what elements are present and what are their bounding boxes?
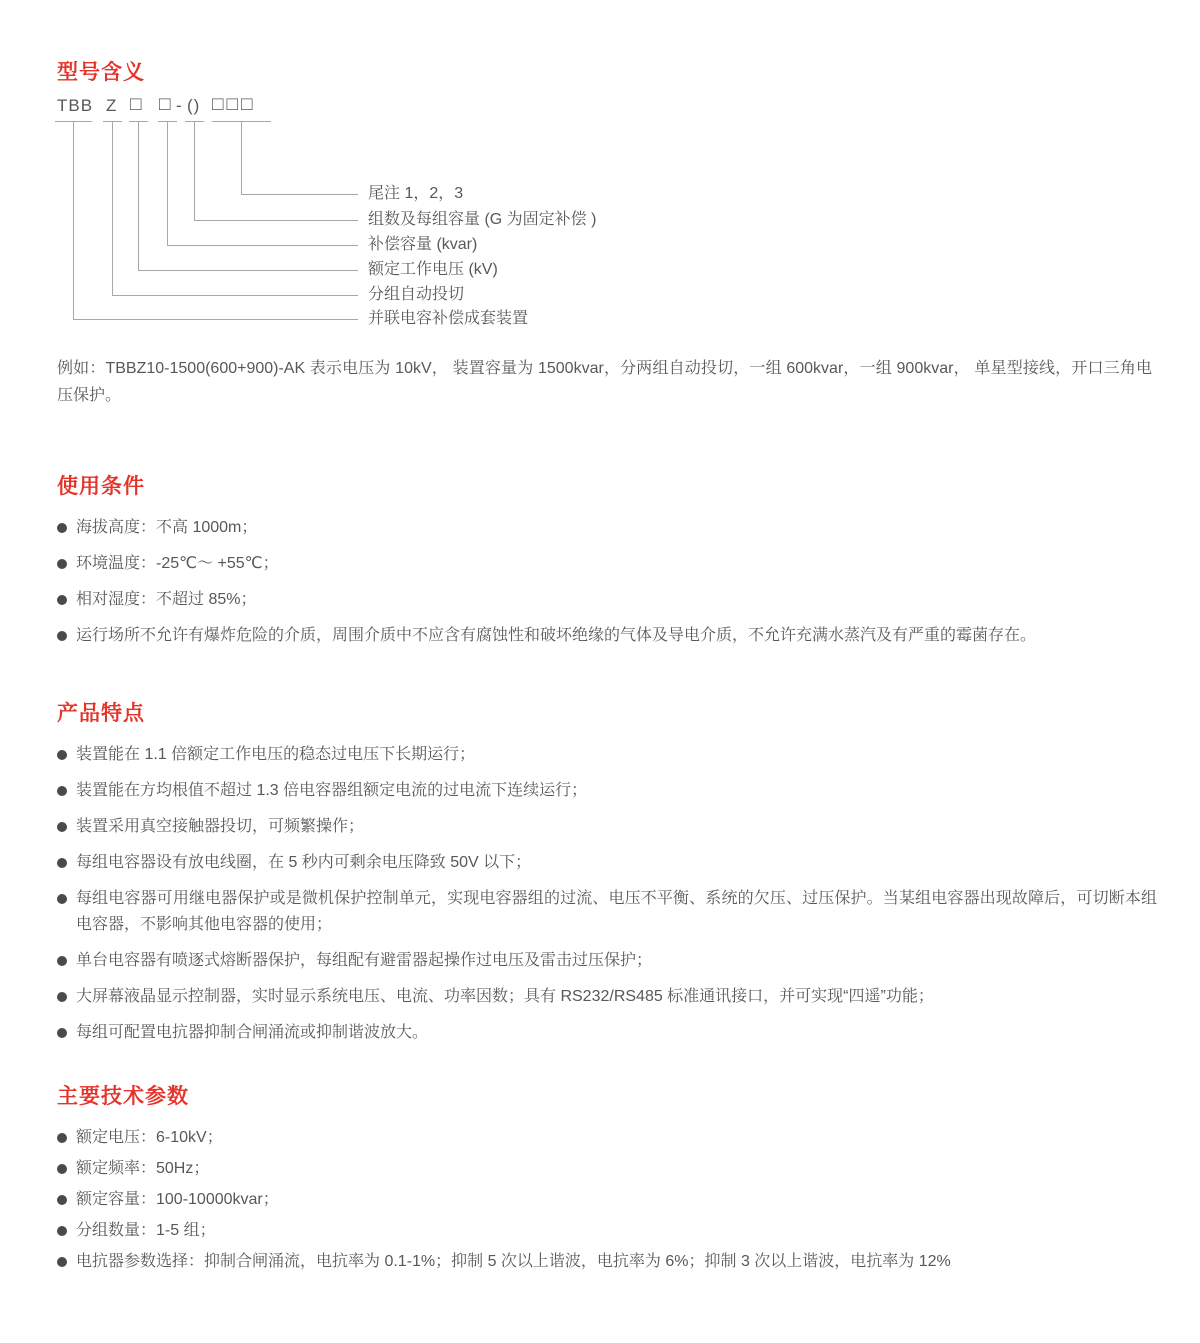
code-segment-box-3: □□□ [212,94,256,115]
diagram-label-groups: 组数及每组容量 (G 为固定补偿 ) [368,211,597,228]
list-item: 装置采用真空接触器投切，可频繁操作； [57,814,1157,840]
list-item: 额定容量：100-10000kvar； [57,1187,1157,1213]
code-segment-box-2: □ [159,94,172,115]
list-item: 装置能在 1.1 倍额定工作电压的稳态过电压下长期运行； [57,742,1157,768]
list-item: 海拔高度：不高 1000m； [57,515,1157,541]
leader-line-vertical [167,121,168,245]
code-segment-dash: - [176,96,183,115]
list-item: 额定频率：50Hz； [57,1156,1157,1182]
list-item: 大屏幕液晶显示控制器，实时显示系统电压、电流、功率因数；具有 RS232/RS485 标准通讯接口，并可实现“四遥”功能； [57,984,1157,1010]
list-item: 每组可配置电抗器抑制合闸涌流或抑制谐波放大。 [57,1020,1157,1046]
list-item: 每组电容器设有放电线圈，在 5 秒内可剩余电压降致 50V 以下； [57,850,1157,876]
list-item: 装置能在方均根值不超过 1.3 倍电容器组额定电流的过电流下连续运行； [57,778,1157,804]
leader-line-vertical [73,121,74,319]
usage-conditions-section [57,470,1157,659]
leader-line-horizontal [73,319,358,320]
list-item: 运行场所不允许有爆炸危险的介质，周围介质中不应含有腐蚀性和破坏绝缘的气体及导电介质，不允许充满水蒸汽及有严重的霉菌存在。 [57,623,1157,649]
product-features-section [57,697,1157,1056]
leader-line-vertical [194,121,195,220]
code-segment-tbb: TBB [57,96,94,115]
usage-conditions-heading: 使用条件 [57,475,145,498]
leader-line-horizontal [241,194,358,195]
usage-conditions-list [57,515,1157,649]
code-segment-paren: () [187,96,201,115]
code-segment-z: Z [106,96,118,115]
diagram-label-suffix: 尾注 1，2，3 [368,185,464,202]
list-item: 环境温度：-25℃～ +55℃； [57,551,1157,577]
list-item: 分组数量：1-5 组； [57,1218,1157,1244]
technical-parameters-heading: 主要技术参数 [57,1085,189,1108]
leader-line-vertical [112,121,113,295]
diagram-label-device-type: 并联电容补偿成套装置 [368,310,529,327]
product-features-heading: 产品特点 [57,702,145,725]
technical-parameters-section [57,1080,1157,1280]
list-item: 单台电容器有喷逐式熔断器保护，每组配有避雷器起操作过电压及雷击过压保护； [57,948,1157,974]
list-item: 额定电压：6-10kV； [57,1125,1157,1151]
leader-line-horizontal [138,270,358,271]
diagram-label-voltage: 额定工作电压 (kV) [368,261,498,278]
diagram-label-auto-switch: 分组自动投切 [368,286,465,303]
technical-parameters-list [57,1125,1157,1275]
diagram-label-capacity: 补偿容量 (kvar) [368,236,478,253]
leader-line-horizontal [112,295,358,296]
leader-line-horizontal [194,220,358,221]
leader-line-vertical [241,121,242,194]
leader-line-vertical [138,121,139,270]
list-item: 电抗器参数选择：抑制合闸涌流，电抗率为 0.1-1%；抑制 5 次以上谐波，电抗率为 6%；抑制 3 次以上谐波，电抗率为 12% [57,1249,1157,1275]
code-segment-box-1: □ [130,94,143,115]
model-example-paragraph: 例如：TBBZ10-1500(600+900)-AK 表示电压为 10kV， 装置容量为 1500kvar，分两组自动投切，一组 600kvar，一组 900kvar， 单星型接线，开口三角电压保护。 [57,360,1152,404]
model-meaning-heading: 型号含义 [57,61,145,84]
list-item: 相对湿度：不超过 85%； [57,587,1157,613]
leader-line-horizontal [167,245,358,246]
list-item: 每组电容器可用继电器保护或是微机保护控制单元，实现电容器组的过流、电压不平衡、系统的欠压、过压保护。当某组电容器出现故障后，可切断本组电容器，不影响其他电容器的使用； [57,886,1157,938]
product-features-list [57,742,1157,1046]
